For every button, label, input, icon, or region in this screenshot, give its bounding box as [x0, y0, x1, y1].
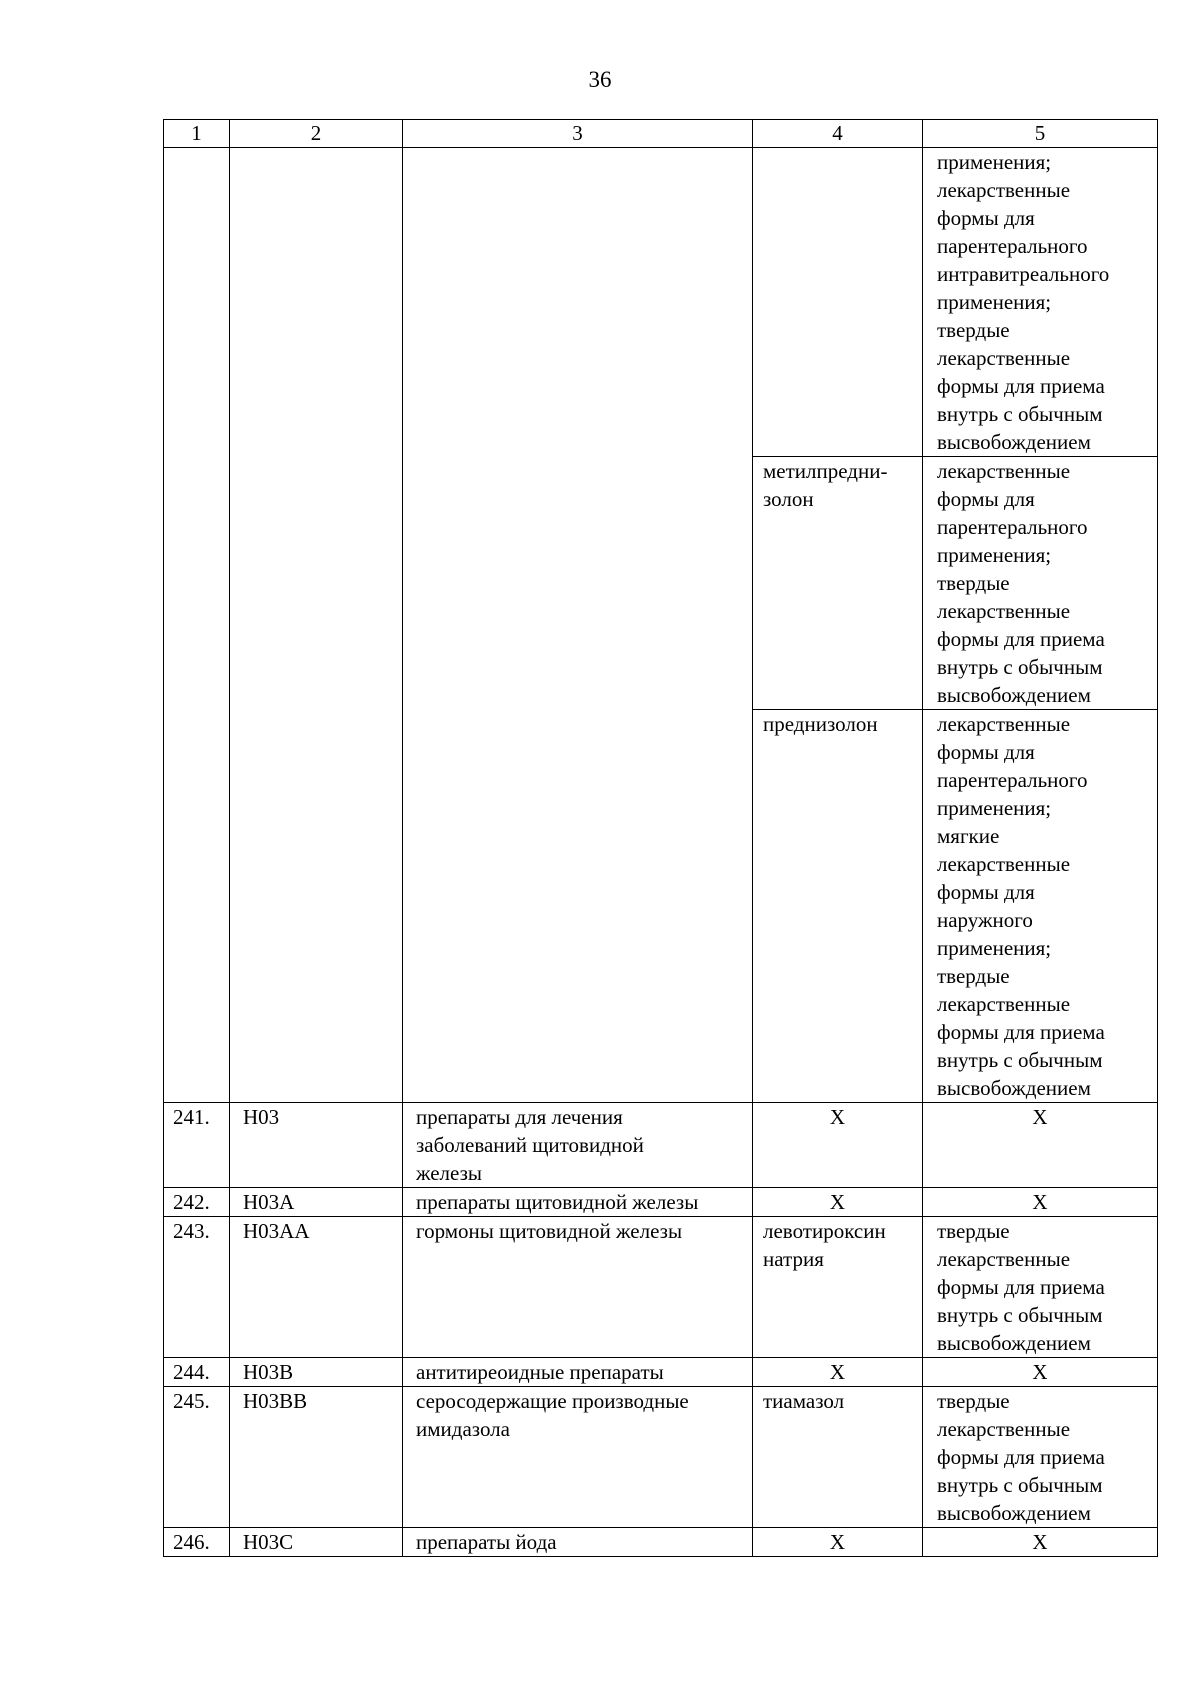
column-header-1: 1: [164, 120, 230, 148]
drug-cell: X: [753, 1358, 923, 1387]
row-number: 246.: [164, 1528, 230, 1557]
column-header-4: 4: [753, 120, 923, 148]
drug-cell: [753, 148, 923, 457]
dosage-form-cell: X: [923, 1528, 1158, 1557]
group-name: препараты щитовидной железы: [403, 1188, 753, 1217]
table-row: [164, 1103, 1158, 1188]
table-row: [164, 1358, 1158, 1387]
column-header-5: 5: [923, 120, 1158, 148]
table-row: [164, 1217, 1158, 1358]
table-row: [164, 1387, 1158, 1528]
row-number: 244.: [164, 1358, 230, 1387]
empty-cell: [230, 457, 403, 710]
row-number: 241.: [164, 1103, 230, 1188]
table-row-continued: [164, 148, 1158, 457]
group-name: антитиреоидные препараты: [403, 1358, 753, 1387]
dosage-form-cell: твердые лекарственные формы для приема внутрь с обычным высвобождением: [923, 1217, 1158, 1358]
atc-code: H03BB: [230, 1387, 403, 1528]
empty-cell: [230, 148, 403, 457]
atc-code: H03A: [230, 1188, 403, 1217]
dosage-form-cell: лекарственные формы для парентерального применения; твердые лекарственные формы для приема внутрь с обычным высвобождением: [923, 457, 1158, 710]
row-number: 245.: [164, 1387, 230, 1528]
empty-cell: [230, 710, 403, 1103]
dosage-form-cell: X: [923, 1103, 1158, 1188]
empty-cell: [164, 148, 230, 457]
atc-code: H03C: [230, 1528, 403, 1557]
empty-cell: [403, 710, 753, 1103]
drug-cell: тиамазол: [753, 1387, 923, 1528]
atc-code: H03AA: [230, 1217, 403, 1358]
drug-cell: X: [753, 1103, 923, 1188]
drug-list-table: [163, 119, 1158, 1557]
dosage-form-cell: X: [923, 1358, 1158, 1387]
row-number: 242.: [164, 1188, 230, 1217]
group-name: препараты для лечения заболеваний щитовидной железы: [403, 1103, 753, 1188]
drug-cell: преднизолон: [753, 710, 923, 1103]
row-number: 243.: [164, 1217, 230, 1358]
empty-cell: [403, 457, 753, 710]
empty-cell: [403, 148, 753, 457]
dosage-form-cell: X: [923, 1188, 1158, 1217]
column-header-3: 3: [403, 120, 753, 148]
drug-cell: X: [753, 1528, 923, 1557]
empty-cell: [164, 457, 230, 710]
table-row-continued: [164, 457, 1158, 710]
drug-cell: X: [753, 1188, 923, 1217]
dosage-form-cell: лекарственные формы для парентерального применения; мягкие лекарственные формы для наружного применения; твердые лекарственные формы для приема внутрь с обычным высвобождением: [923, 710, 1158, 1103]
atc-code: H03B: [230, 1358, 403, 1387]
dosage-form-cell: твердые лекарственные формы для приема внутрь с обычным высвобождением: [923, 1387, 1158, 1528]
drug-cell: левотироксин натрия: [753, 1217, 923, 1358]
group-name: гормоны щитовидной железы: [403, 1217, 753, 1358]
page-number: 36: [588, 67, 612, 92]
group-name: серосодержащие производные имидазола: [403, 1387, 753, 1528]
empty-cell: [164, 710, 230, 1103]
table-row: [164, 1528, 1158, 1557]
column-header-2: 2: [230, 120, 403, 148]
group-name: препараты йода: [403, 1528, 753, 1557]
atc-code: H03: [230, 1103, 403, 1188]
table-row-continued: [164, 710, 1158, 1103]
table-header-row: [164, 120, 1158, 148]
dosage-form-cell: применения; лекарственные формы для парентерального интравитреального применения; твердые лекарственные формы для приема внутрь с обычным высвобождением: [923, 148, 1158, 457]
drug-cell: метилпредни- золон: [753, 457, 923, 710]
table-row: [164, 1188, 1158, 1217]
